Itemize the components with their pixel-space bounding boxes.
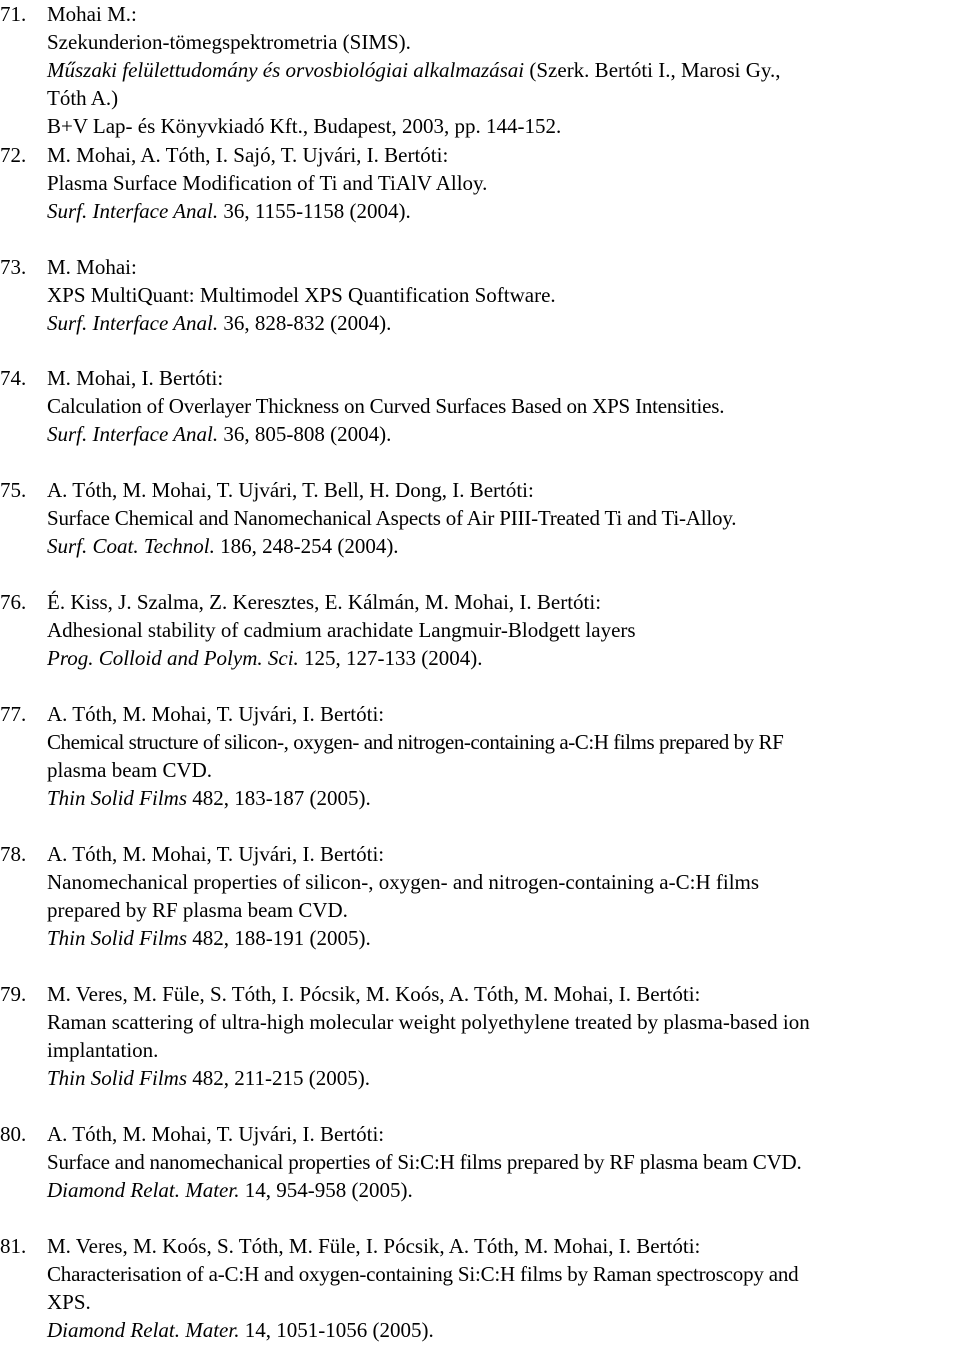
reference-source (47, 197, 959, 225)
reference-number: 74. (0, 366, 27, 390)
reference-authors: A. Tóth, M. Mohai, T. Ujvári, I. Bertóti: (47, 1122, 385, 1146)
reference-authors: A. Tóth, M. Mohai, T. Ujvári, I. Bertóti: (47, 702, 385, 726)
reference-title: Plasma Surface Modification of Ti and TiAlV Alloy. (47, 171, 488, 195)
reference-source-italic: Thin Solid Films (47, 1066, 188, 1090)
reference-authors: A. Tóth, M. Mohai, T. Ujvári, I. Bertóti: (47, 842, 385, 866)
reference-title: Surface Chemical and Nanomechanical Aspects of Air PIII-Treated Ti and Ti-Alloy. (47, 506, 737, 530)
reference-title: Nanomechanical properties of silicon-, oxygen- and nitrogen-containing a-C:H films (47, 870, 760, 894)
reference-source-italic: Surf. Coat. Technol. (47, 534, 215, 558)
reference-source-italic: Surf. Interface Anal. (47, 422, 219, 446)
reference-source (47, 309, 959, 337)
reference-source-italic: Diamond Relat. Mater. (47, 1178, 240, 1202)
reference-source (47, 532, 959, 560)
reference-body (47, 700, 959, 812)
reference-number: 76. (0, 590, 27, 614)
reference-number: 75. (0, 478, 27, 502)
reference-body (47, 1120, 959, 1204)
reference-extra-line: Tóth A.) (47, 86, 119, 110)
reference-source-rest: (Szerk. Bertóti I., Marosi Gy., (524, 58, 781, 82)
reference-number: 79. (0, 982, 27, 1006)
reference-body (47, 253, 959, 337)
reference-body (47, 141, 959, 225)
reference-source (47, 784, 959, 812)
reference-title: Calculation of Overlayer Thickness on Curved Surfaces Based on XPS Intensities. (47, 394, 725, 418)
reference-title: prepared by RF plasma beam CVD. (47, 898, 348, 922)
reference-number: 81. (0, 1234, 27, 1258)
reference-source-rest: 14, 954-958 (2005). (239, 1178, 413, 1202)
reference-source-italic: Surf. Interface Anal. (47, 199, 219, 223)
reference-body (47, 364, 959, 448)
reference-source (47, 56, 959, 84)
reference-source-rest: 14, 1051-1056 (2005). (239, 1318, 434, 1342)
reference-source-italic: Thin Solid Films (47, 926, 188, 950)
reference-source (47, 1176, 959, 1204)
reference-source (47, 924, 959, 952)
reference-body (47, 980, 959, 1092)
reference-authors: M. Mohai: (47, 255, 137, 279)
reference-title: implantation. (47, 1038, 159, 1062)
reference-title: Surface and nanomechanical properties of Si:C:H films prepared by RF plasma beam CVD. (47, 1150, 802, 1174)
reference-source (47, 1316, 959, 1344)
reference-authors: A. Tóth, M. Mohai, T. Ujvári, T. Bell, H. Dong, I. Bertóti: (47, 478, 534, 502)
reference-source-rest: 482, 188-191 (2005). (187, 926, 371, 950)
reference-source (47, 420, 959, 448)
reference-extra-line: B+V Lap- és Könyvkiadó Kft., Budapest, 2003, pp. 144-152. (47, 114, 562, 138)
reference-source-rest: 482, 211-215 (2005). (187, 1066, 370, 1090)
reference-number: 72. (0, 143, 27, 167)
reference-source (47, 644, 959, 672)
reference-authors: M. Mohai, I. Bertóti: (47, 366, 224, 390)
reference-body (47, 476, 959, 560)
reference-source-rest: 125, 127-133 (2004). (298, 646, 483, 670)
reference-body (47, 840, 959, 952)
reference-source-rest: 36, 828-832 (2004). (218, 311, 392, 335)
reference-body (47, 0, 959, 140)
reference-title: Raman scattering of ultra-high molecular weight polyethylene treated by plasma-based ion (47, 1010, 810, 1034)
reference-source-italic: Prog. Colloid and Polym. Sci. (47, 646, 299, 670)
reference-source-italic: Thin Solid Films (47, 786, 188, 810)
reference-authors: Mohai M.: (47, 2, 137, 26)
reference-number: 73. (0, 255, 27, 279)
reference-number: 71. (0, 2, 27, 26)
reference-title: XPS. (47, 1290, 91, 1314)
reference-number: 78. (0, 842, 27, 866)
reference-authors: M. Mohai, A. Tóth, I. Sajó, T. Ujvári, I. Bertóti: (47, 143, 449, 167)
reference-body (47, 1232, 959, 1344)
reference-title: XPS MultiQuant: Multimodel XPS Quantification Software. (47, 283, 556, 307)
reference-authors: M. Veres, M. Koós, S. Tóth, M. Füle, I. Pócsik, A. Tóth, M. Mohai, I. Bertóti: (47, 1234, 701, 1258)
reference-authors: É. Kiss, J. Szalma, Z. Keresztes, E. Kálmán, M. Mohai, I. Bertóti: (47, 590, 602, 614)
reference-source-italic: Surf. Interface Anal. (47, 311, 219, 335)
reference-source (47, 1064, 959, 1092)
reference-source-rest: 482, 183-187 (2005). (187, 786, 371, 810)
reference-title: Adhesional stability of cadmium arachidate Langmuir-Blodgett layers (47, 618, 636, 642)
reference-number: 80. (0, 1122, 27, 1146)
reference-source-italic: Műszaki felülettudomány és orvosbiológiai alkalmazásai (47, 58, 525, 82)
reference-authors: M. Veres, M. Füle, S. Tóth, I. Pócsik, M. Koós, A. Tóth, M. Mohai, I. Bertóti: (47, 982, 701, 1006)
reference-title: Characterisation of a-C:H and oxygen-containing Si:C:H films by Raman spectroscopy and (47, 1262, 799, 1286)
reference-source-rest: 36, 1155-1158 (2004). (218, 199, 411, 223)
reference-number: 77. (0, 702, 27, 726)
reference-title: plasma beam CVD. (47, 758, 213, 782)
reference-body (47, 588, 959, 672)
reference-source-rest: 186, 248-254 (2004). (214, 534, 399, 558)
reference-source-rest: 36, 805-808 (2004). (218, 422, 392, 446)
reference-title: Szekunderion-tömegspektrometria (SIMS). (47, 30, 411, 54)
reference-title: Chemical structure of silicon-, oxygen- and nitrogen-containing a-C:H films prepared by RF (47, 730, 784, 754)
reference-source-italic: Diamond Relat. Mater. (47, 1318, 240, 1342)
